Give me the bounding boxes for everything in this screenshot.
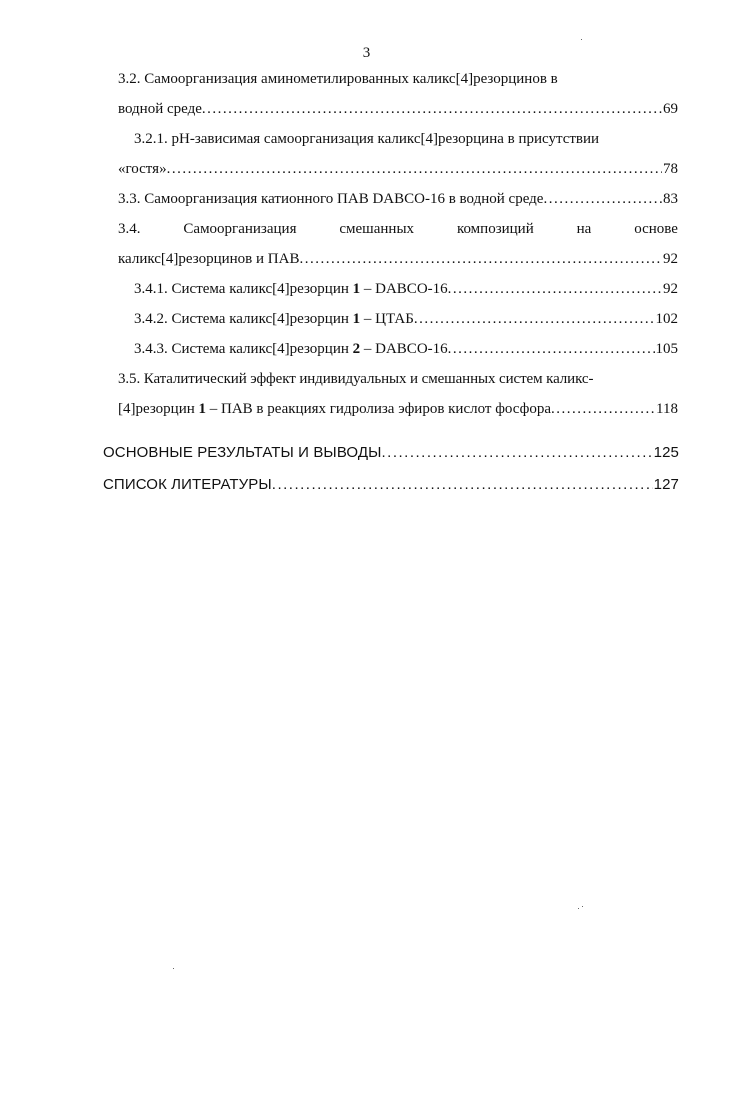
toc-word: 3.4. bbox=[118, 221, 141, 237]
dot-leader bbox=[382, 440, 653, 466]
toc-entry-3-2-1-line2[interactable] bbox=[118, 156, 678, 182]
toc-entry-3-4-2[interactable] bbox=[134, 306, 678, 332]
dot-leader bbox=[167, 156, 662, 182]
toc-page-number: 78 bbox=[663, 161, 678, 177]
toc-word: Самоорганизация bbox=[183, 221, 297, 237]
toc-page-number: 105 bbox=[655, 341, 678, 357]
toc-entry-3-5-line2[interactable] bbox=[118, 396, 678, 422]
dot-leader bbox=[299, 246, 662, 272]
toc-word: композиций bbox=[456, 221, 534, 237]
toc-entry-3-4-line1 bbox=[118, 216, 678, 242]
page-number: 3 bbox=[362, 45, 371, 61]
toc-entry-3-2-line2[interactable] bbox=[118, 96, 678, 122]
toc-word: смешанных bbox=[339, 221, 415, 237]
toc-entry-title: «гостя» bbox=[118, 161, 167, 177]
toc-page-number: 125 bbox=[653, 444, 679, 461]
scan-speck bbox=[578, 908, 579, 909]
toc-page-number: 102 bbox=[655, 311, 678, 327]
toc-entry-title: [4]резорцин 1 – ПАВ в реакциях гидролиза эфиров кислот фосфора bbox=[118, 401, 552, 417]
toc-entry-title: водной среде bbox=[118, 101, 202, 117]
toc-entry-3-2-1-line1: 3.2.1. pH-зависимая самоорганизация каликс[4]резорцина в присутствии bbox=[134, 131, 600, 147]
dot-leader bbox=[448, 276, 662, 302]
toc-page-number: 127 bbox=[653, 476, 679, 493]
toc-entry-3-4-line2[interactable] bbox=[118, 246, 678, 272]
toc-word: на bbox=[576, 221, 592, 237]
dot-leader bbox=[414, 306, 655, 332]
dot-leader bbox=[202, 96, 662, 122]
scan-speck bbox=[581, 39, 582, 40]
toc-entry-title: 3.4.3. Система каликс[4]резорцин 2 – DABCO-16 bbox=[134, 341, 448, 357]
toc-entry-3-4-3[interactable] bbox=[134, 336, 678, 362]
toc-entry-title: 3.4.1. Система каликс[4]резорцин 1 – DABCO-16 bbox=[134, 281, 448, 297]
toc-entry-references[interactable] bbox=[103, 472, 679, 498]
toc-entry-title: 3.4.2. Система каликс[4]резорцин 1 – ЦТАБ bbox=[134, 311, 414, 327]
toc-page-number: 83 bbox=[663, 191, 678, 207]
dot-leader bbox=[272, 472, 653, 498]
toc-entry-3-2-line1: 3.2. Самоорганизация аминометилированных каликс[4]резорцинов в bbox=[118, 71, 558, 87]
toc-entry-results[interactable] bbox=[103, 440, 679, 466]
toc-entry-title: СПИСОК ЛИТЕРАТУРЫ bbox=[103, 476, 272, 493]
scan-speck bbox=[582, 906, 583, 907]
toc-entry-title: каликс[4]резорцинов и ПАВ bbox=[118, 251, 300, 267]
toc-page-number: 92 bbox=[663, 281, 678, 297]
toc-entry-3-5-line1: 3.5. Каталитический эффект индивидуальных и смешанных систем каликс- bbox=[118, 371, 594, 387]
toc-entry-3-4-1[interactable] bbox=[134, 276, 678, 302]
toc-entry-title: ОСНОВНЫЕ РЕЗУЛЬТАТЫ И ВЫВОДЫ bbox=[103, 444, 382, 461]
toc-page-number: 118 bbox=[656, 401, 678, 417]
toc-page-number: 69 bbox=[663, 101, 678, 117]
dot-leader bbox=[543, 186, 662, 212]
toc-entry-3-3[interactable] bbox=[118, 186, 678, 212]
toc-word: основе bbox=[634, 221, 678, 237]
dot-leader bbox=[551, 396, 655, 422]
toc-entry-title: 3.3. Самоорганизация катионного ПАВ DABCO-16 в водной среде bbox=[118, 191, 544, 207]
dot-leader bbox=[448, 336, 655, 362]
toc-page-number: 92 bbox=[663, 251, 678, 267]
scan-speck bbox=[173, 968, 174, 969]
